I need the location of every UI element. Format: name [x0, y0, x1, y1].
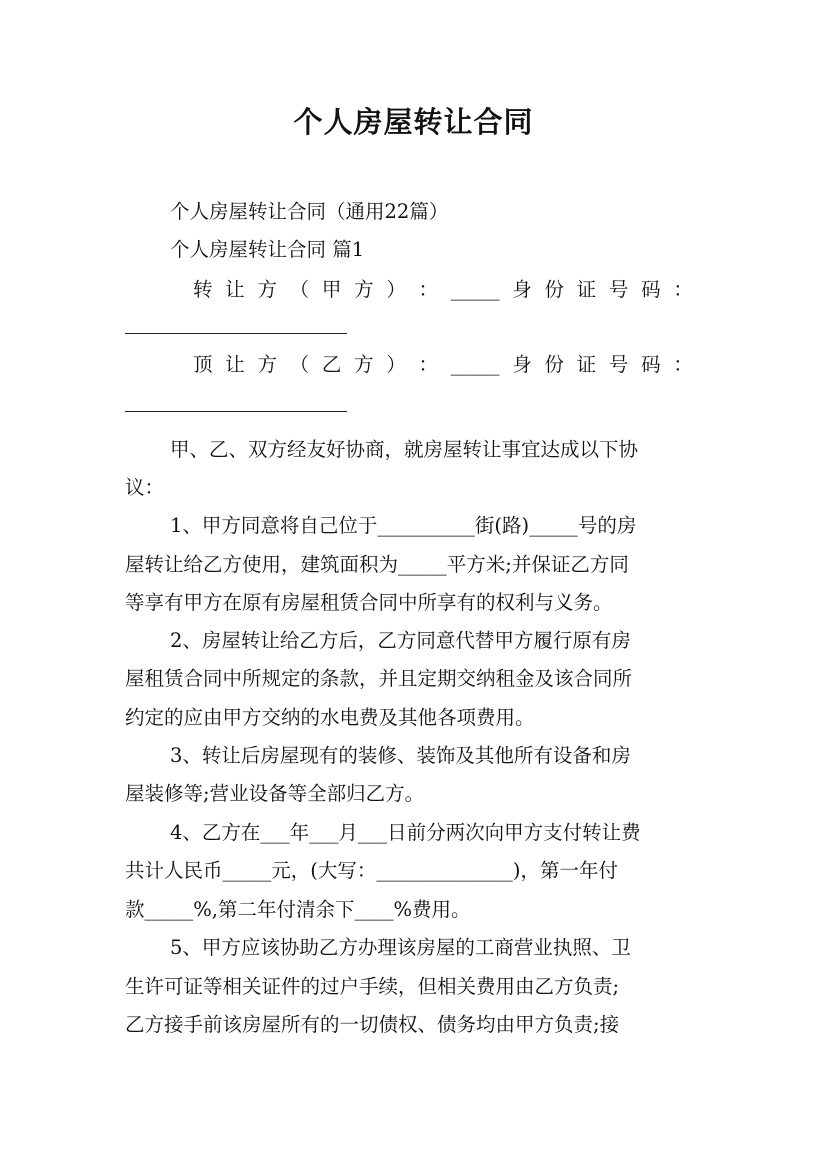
spread-char: 方 — [354, 353, 374, 376]
body-line: 共计人民币_____元，(大写：______________)，第一年付 — [125, 859, 618, 882]
spread-char: 码 — [641, 353, 661, 376]
spread-char: 码 — [641, 278, 661, 301]
body-line: 乙方接手前该房屋所有的一切债权、债务均由甲方负责;接 — [125, 1013, 620, 1036]
spread-char: 方 — [257, 353, 277, 376]
id-blank-2 — [125, 411, 347, 412]
body-line: 款_____%,第二年付清余下____%费用。 — [125, 898, 471, 921]
body-line: 屋租赁合同中所规定的条款，并且定期交纳租金及该合同所 — [125, 667, 633, 690]
spread-char: 份 — [544, 278, 564, 301]
body-line: 生许可证等相关证件的过户手续，但相关费用由乙方负责; — [125, 975, 620, 998]
spread-char: 份 — [544, 353, 564, 376]
spread-char: 乙 — [321, 353, 342, 376]
spread-char: 甲 — [321, 278, 342, 301]
body-line: 屋装修等;营业设备等全部归乙方。 — [125, 782, 425, 805]
spread-char: 顶 — [193, 353, 213, 376]
document-title: 个人房屋转让合同 — [293, 105, 534, 139]
body-line: 3、转让后房屋现有的装修、装饰及其他所有设备和房 — [170, 744, 631, 767]
body-line: 屋转让给乙方使用，建筑面积为_____平方米;并保证乙方同 — [125, 553, 629, 576]
spread-char: _____ — [450, 353, 500, 376]
spread-char: ） — [386, 278, 406, 301]
spread-char: （ — [289, 278, 310, 301]
body-line: 2、房屋转让给乙方后，乙方同意代替甲方履行原有房 — [170, 629, 631, 652]
spread-char: 号 — [608, 353, 629, 376]
body-line: 5、甲方应该协助乙方办理该房屋的工商营业执照、卫 — [170, 936, 631, 959]
spread-char: _____ — [450, 278, 500, 301]
spread-char: 号 — [608, 278, 629, 301]
spread-char: 身 — [512, 353, 532, 376]
transferor-line — [193, 278, 693, 302]
body-line: 约定的应由甲方交纳的水电费及其他各项费用。 — [125, 706, 535, 729]
spread-char: ： — [418, 278, 439, 301]
spread-char: 证 — [576, 278, 597, 301]
body-line: 4、乙方在___年___月___日前分两次向甲方支付转让费 — [170, 821, 641, 844]
transferee-line — [193, 353, 693, 377]
spread-char: 证 — [576, 353, 597, 376]
body-line: 1、甲方同意将自己位于__________街(路)_____号的房 — [170, 514, 637, 537]
spread-char: 让 — [225, 278, 245, 301]
spread-char: ） — [386, 353, 406, 376]
subtitle: 个人房屋转让合同（通用22篇） — [170, 200, 449, 223]
spread-char: 方 — [257, 278, 277, 301]
body-line: 等享有甲方在原有房屋租赁合同中所享有的权利与义务。 — [125, 591, 613, 614]
section-heading: 个人房屋转让合同 篇1 — [170, 238, 365, 261]
spread-char: ： — [418, 353, 439, 376]
body-line: 议： — [125, 476, 165, 499]
spread-char: 方 — [354, 278, 374, 301]
spread-char: （ — [289, 353, 310, 376]
id-blank-1 — [125, 333, 347, 334]
body-line: 甲、乙、双方经友好协商，就房屋转让事宜达成以下协 — [170, 438, 639, 461]
spread-char: ： — [673, 353, 693, 376]
spread-char: 身 — [512, 278, 532, 301]
spread-char: ： — [673, 278, 693, 301]
spread-char: 转 — [193, 278, 213, 301]
spread-char: 让 — [225, 353, 245, 376]
